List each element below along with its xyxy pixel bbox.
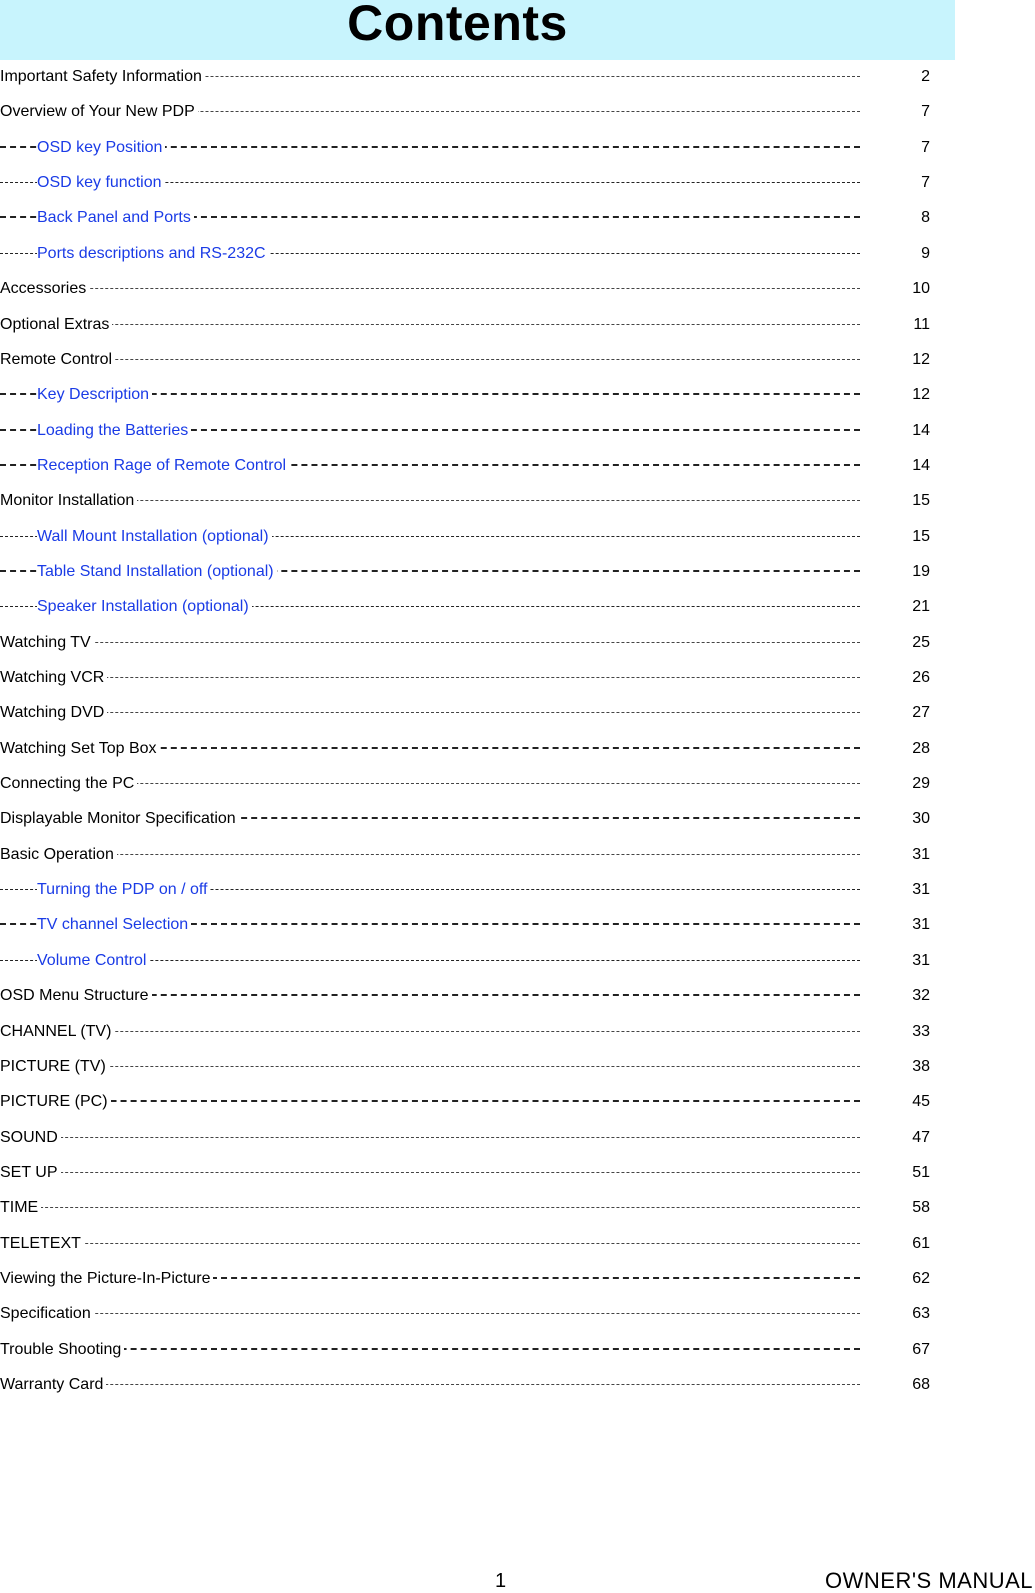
toc-entry-page: 14 [912,456,930,474]
toc-entry-page: 45 [912,1093,930,1111]
toc-entry-label: OSD key Position [37,135,165,161]
dotted-leader [0,712,860,713]
toc-entry[interactable] [0,1160,930,1186]
toc-entry[interactable] [0,1019,930,1045]
toc-entry-label: Wall Mount Installation (optional) [37,524,272,550]
toc-entry-page: 8 [921,209,930,227]
toc-entry-label: Monitor Installation [0,488,137,514]
toc-entry-page: 10 [912,280,930,298]
toc-entry-page: 63 [912,1305,930,1323]
toc-entry[interactable] [0,170,930,196]
dotted-leader [0,1207,860,1208]
toc-entry-page: 67 [912,1340,930,1358]
dotted-leader [0,1384,860,1385]
toc-entry[interactable] [0,488,930,514]
toc-entry-label: SET UP [0,1160,61,1186]
toc-entry-page: 31 [912,951,930,969]
toc-entry-page: 15 [912,492,930,510]
toc-entry[interactable] [0,453,930,479]
toc-entry[interactable] [0,524,930,550]
toc-entry-label: Speaker Installation (optional) [37,594,252,620]
dotted-leader [0,1243,860,1244]
toc-entry-label: Important Safety Information [0,64,205,90]
toc-entry-label: OSD key function [37,170,165,196]
toc-entry-label: Specification [0,1301,94,1327]
toc-entry-label: Watching Set Top Box [0,736,160,762]
toc-entry-label: Overview of Your New PDP [0,99,198,125]
toc-entry-label: Optional Extras [0,312,112,338]
toc-entry[interactable] [0,700,930,726]
toc-entry[interactable] [0,1195,930,1221]
toc-entry[interactable] [0,1337,930,1363]
toc-entry-page: 29 [912,775,930,792]
toc-entry-page: 9 [921,244,930,262]
toc-entry-label: TIME [0,1195,41,1221]
toc-entry[interactable] [0,842,930,868]
toc-entry-page: 7 [921,174,930,192]
dotted-leader [0,324,860,325]
toc-entry[interactable] [0,948,930,974]
toc-entry-label: SOUND [0,1125,61,1151]
dotted-leader [0,359,860,360]
dotted-leader [0,1066,860,1067]
toc-entry-label: TV channel Selection [37,912,191,938]
toc-entry[interactable] [0,1231,930,1257]
toc-entry-page: 61 [912,1234,930,1252]
toc-entry[interactable] [0,736,930,762]
toc-entry-page: 12 [912,350,930,368]
toc-entry[interactable] [0,559,930,585]
toc-entry-page: 14 [912,421,930,439]
toc-entry-label: Ports descriptions and RS-232C [37,241,269,267]
toc-entry-label: Trouble Shooting [0,1337,124,1363]
toc-entry-page: 62 [912,1269,930,1287]
toc-entry-page: 32 [912,987,930,1005]
toc-entry-label: Volume Control [37,948,149,974]
toc-entry[interactable] [0,64,930,90]
toc-entry-label: CHANNEL (TV) [0,1019,114,1045]
toc-entry-label: OSD Menu Structure [0,983,152,1009]
toc-entry-label: Remote Control [0,347,115,373]
toc-entry-page: 21 [912,598,930,616]
toc-entry[interactable] [0,665,930,691]
toc-entry-page: 31 [912,845,930,863]
toc-entry[interactable] [0,347,930,373]
toc-entry[interactable] [0,276,930,302]
toc-entry-page: 38 [912,1057,930,1075]
toc-entry[interactable] [0,630,930,656]
toc-entry-page: 7 [921,138,930,156]
toc-entry[interactable] [0,877,930,903]
toc-entry-label: Displayable Monitor Specification [0,806,239,832]
toc-entry-page: 19 [912,562,930,580]
toc-entry-label: Basic Operation [0,842,117,868]
toc-entry-page: 11 [913,315,930,333]
toc-entry-page: 28 [912,739,930,757]
toc-entry[interactable] [0,418,930,444]
dotted-leader [0,1172,860,1173]
toc-entry-label: Connecting the PC [0,771,137,797]
toc-entry-page: 31 [912,916,930,934]
toc-entry[interactable] [0,382,930,408]
toc-entry-page: 15 [912,527,930,545]
toc-entry-label: Viewing the Picture-In-Picture [0,1266,213,1292]
dotted-leader [0,677,860,678]
toc-entry-page: 25 [912,633,930,651]
toc-entry-label: Accessories [0,276,89,302]
footer-manual-label: OWNER'S MANUAL [825,1568,1033,1593]
dotted-leader [0,1313,860,1314]
dotted-leader [0,642,860,643]
toc-entry-label: TELETEXT [0,1231,84,1257]
toc-entry[interactable] [0,1054,930,1080]
dotted-leader [0,854,860,855]
toc-entry-page: 58 [912,1199,930,1217]
toc-entry-label: Table Stand Installation (optional) [37,559,277,585]
toc-entry-page: 31 [912,881,930,899]
toc-entry-label: Watching VCR [0,665,107,691]
toc-entry[interactable] [0,983,930,1009]
footer-page-number: 1 [495,1570,507,1592]
toc-entry-label: PICTURE (TV) [0,1054,109,1080]
dotted-leader [0,288,860,289]
dotted-leader [0,1100,860,1102]
toc-entry-label: Back Panel and Ports [37,205,194,231]
toc-entry[interactable] [0,806,930,832]
toc-entry[interactable] [0,312,930,338]
toc-entry[interactable] [0,241,930,267]
toc-entry-label: Key Description [37,382,152,408]
toc-entry-label: Watching DVD [0,700,107,726]
toc-entry-page: 51 [912,1163,930,1181]
title-banner [0,0,955,60]
toc-entry-label: Warranty Card [0,1372,106,1398]
toc-entry[interactable] [0,1301,930,1327]
toc-entry-label: PICTURE (PC) [0,1089,111,1115]
toc-entry-page: 30 [912,810,930,828]
toc-entry[interactable] [0,135,930,161]
page-title: Contents [347,0,568,51]
toc-entry[interactable] [0,912,930,938]
toc-entry-page: 68 [912,1376,930,1393]
toc-entry-page: 26 [912,669,930,686]
toc-entry[interactable] [0,1125,930,1151]
toc-entry[interactable] [0,771,930,797]
toc-entry[interactable] [0,1089,930,1115]
dotted-leader [0,1031,860,1032]
toc-entry[interactable] [0,1266,930,1292]
toc-entry-page: 27 [912,704,930,722]
toc-entry[interactable] [0,99,930,125]
toc-entry-page: 2 [921,68,930,85]
toc-entry[interactable] [0,594,930,620]
toc-entry-label: Turning the PDP on / off [37,877,210,903]
toc-entry-page: 33 [912,1022,930,1040]
dotted-leader [0,1137,860,1138]
toc-entry-page: 12 [912,386,930,404]
toc-entry-page: 7 [921,103,930,121]
toc-entry-label: Reception Rage of Remote Control [37,453,289,479]
toc-entry-page: 47 [912,1128,930,1146]
toc-entry-label: Watching TV [0,630,94,656]
dotted-leader [0,1348,860,1350]
toc-entry[interactable] [0,205,930,231]
toc-entry-label: Loading the Batteries [37,418,191,444]
toc-entry[interactable] [0,1372,930,1398]
